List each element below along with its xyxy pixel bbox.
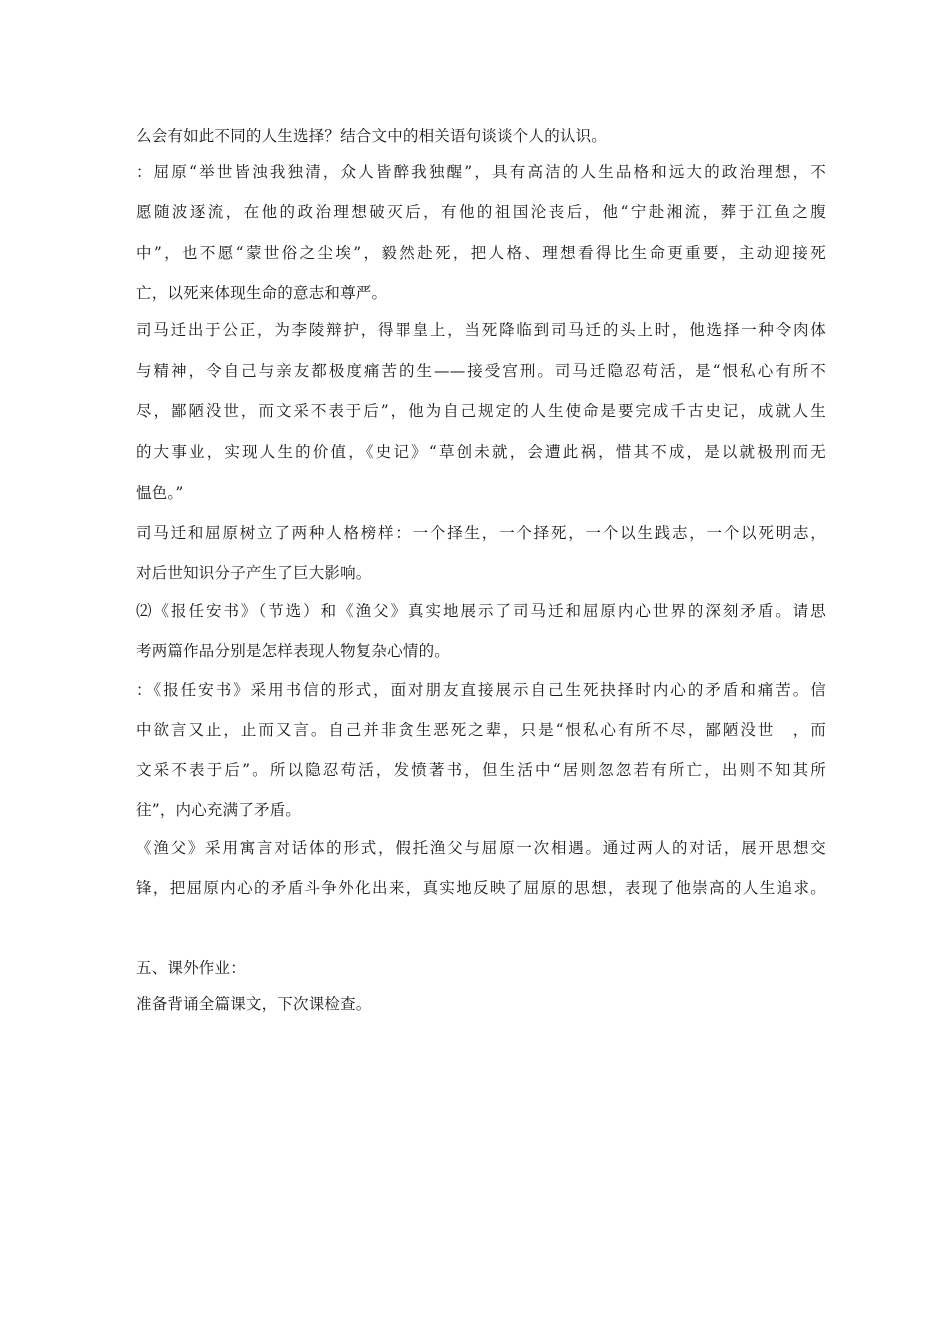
- text-line: ⑵《报任安书》（节选）和《渔父》真实地展示了司马迁和屈原内心世界的深刻矛盾。请思: [136, 602, 826, 620]
- text-line: 司马迁和屈原树立了两种人格榜样：一个择生，一个择死，一个以生践志，一个以死明志，: [136, 524, 826, 542]
- text-line: 司马迁出于公正，为李陵辩护，得罪皇上，当死降临到司马迁的头上时，他选择一种令肉体: [136, 321, 826, 339]
- text-line: 《渔父》采用寓言对话体的形式，假托渔父与屈原一次相遇。通过两人的对话，展开思想交: [136, 839, 826, 857]
- text-line: 考两篇作品分别是怎样表现人物复杂心情的。: [136, 642, 451, 660]
- text-line: 愠色。”: [136, 484, 184, 502]
- text-line: 与精神，令自己与亲友都极度痛苦的生——接受宫刑。司马迁隐忍苟活，是“恨私心有所不: [136, 362, 826, 380]
- text-line: 锋，把屈原内心的矛盾斗争外化出来，真实地反映了屈原的思想，表现了他崇高的人生追求。: [136, 879, 826, 897]
- text-line: 尽，鄙陋没世，而文采不表于后”，他为自己规定的人生使命是要完成千古史记，成就人生: [136, 402, 826, 420]
- text-line: 对后世知识分子产生了巨大影响。: [136, 564, 372, 582]
- section-heading: 五、课外作业：: [136, 959, 246, 977]
- text-line: 愿随波逐流，在他的政治理想破灭后，有他的祖国沦丧后，他“宁赴湘流，葬于江鱼之腹: [136, 203, 826, 221]
- text-line: 中”，也不愿“蒙世俗之尘埃”，毅然赴死，把人格、理想看得比生命更重要，主动迎接死: [136, 244, 826, 262]
- text-line: 准备背诵全篇课文，下次课检查。: [136, 995, 372, 1013]
- text-line: 中欲言又止，止而又言。自己并非贪生恶死之辈，只是“恨私心有所不尽，鄙陋没世 ，而: [136, 721, 826, 739]
- text-line: 么会有如此不同的人生选择？结合文中的相关语句谈谈个人的认识。: [136, 127, 608, 145]
- text-line: 文采不表于后”。所以隐忍苟活，发愤著书，但生活中“居则忽忽若有所亡，出则不知其所: [136, 761, 826, 779]
- text-line: 亡，以死来体现生命的意志和尊严。: [136, 284, 388, 302]
- text-line: ：《报任安书》采用书信的形式，面对朋友直接展示自己生死抉择时内心的矛盾和痛苦。信: [136, 681, 826, 699]
- text-line: ：屈原“举世皆浊我独清，众人皆醉我独醒”，具有高洁的人生品格和远大的政治理想，不: [136, 163, 826, 181]
- text-line: 往”，内心充满了矛盾。: [136, 801, 302, 819]
- text-line: 的大事业，实现人生的价值，《史记》“草创未就，会遭此祸，惜其不成，是以就极刑而无: [136, 443, 826, 461]
